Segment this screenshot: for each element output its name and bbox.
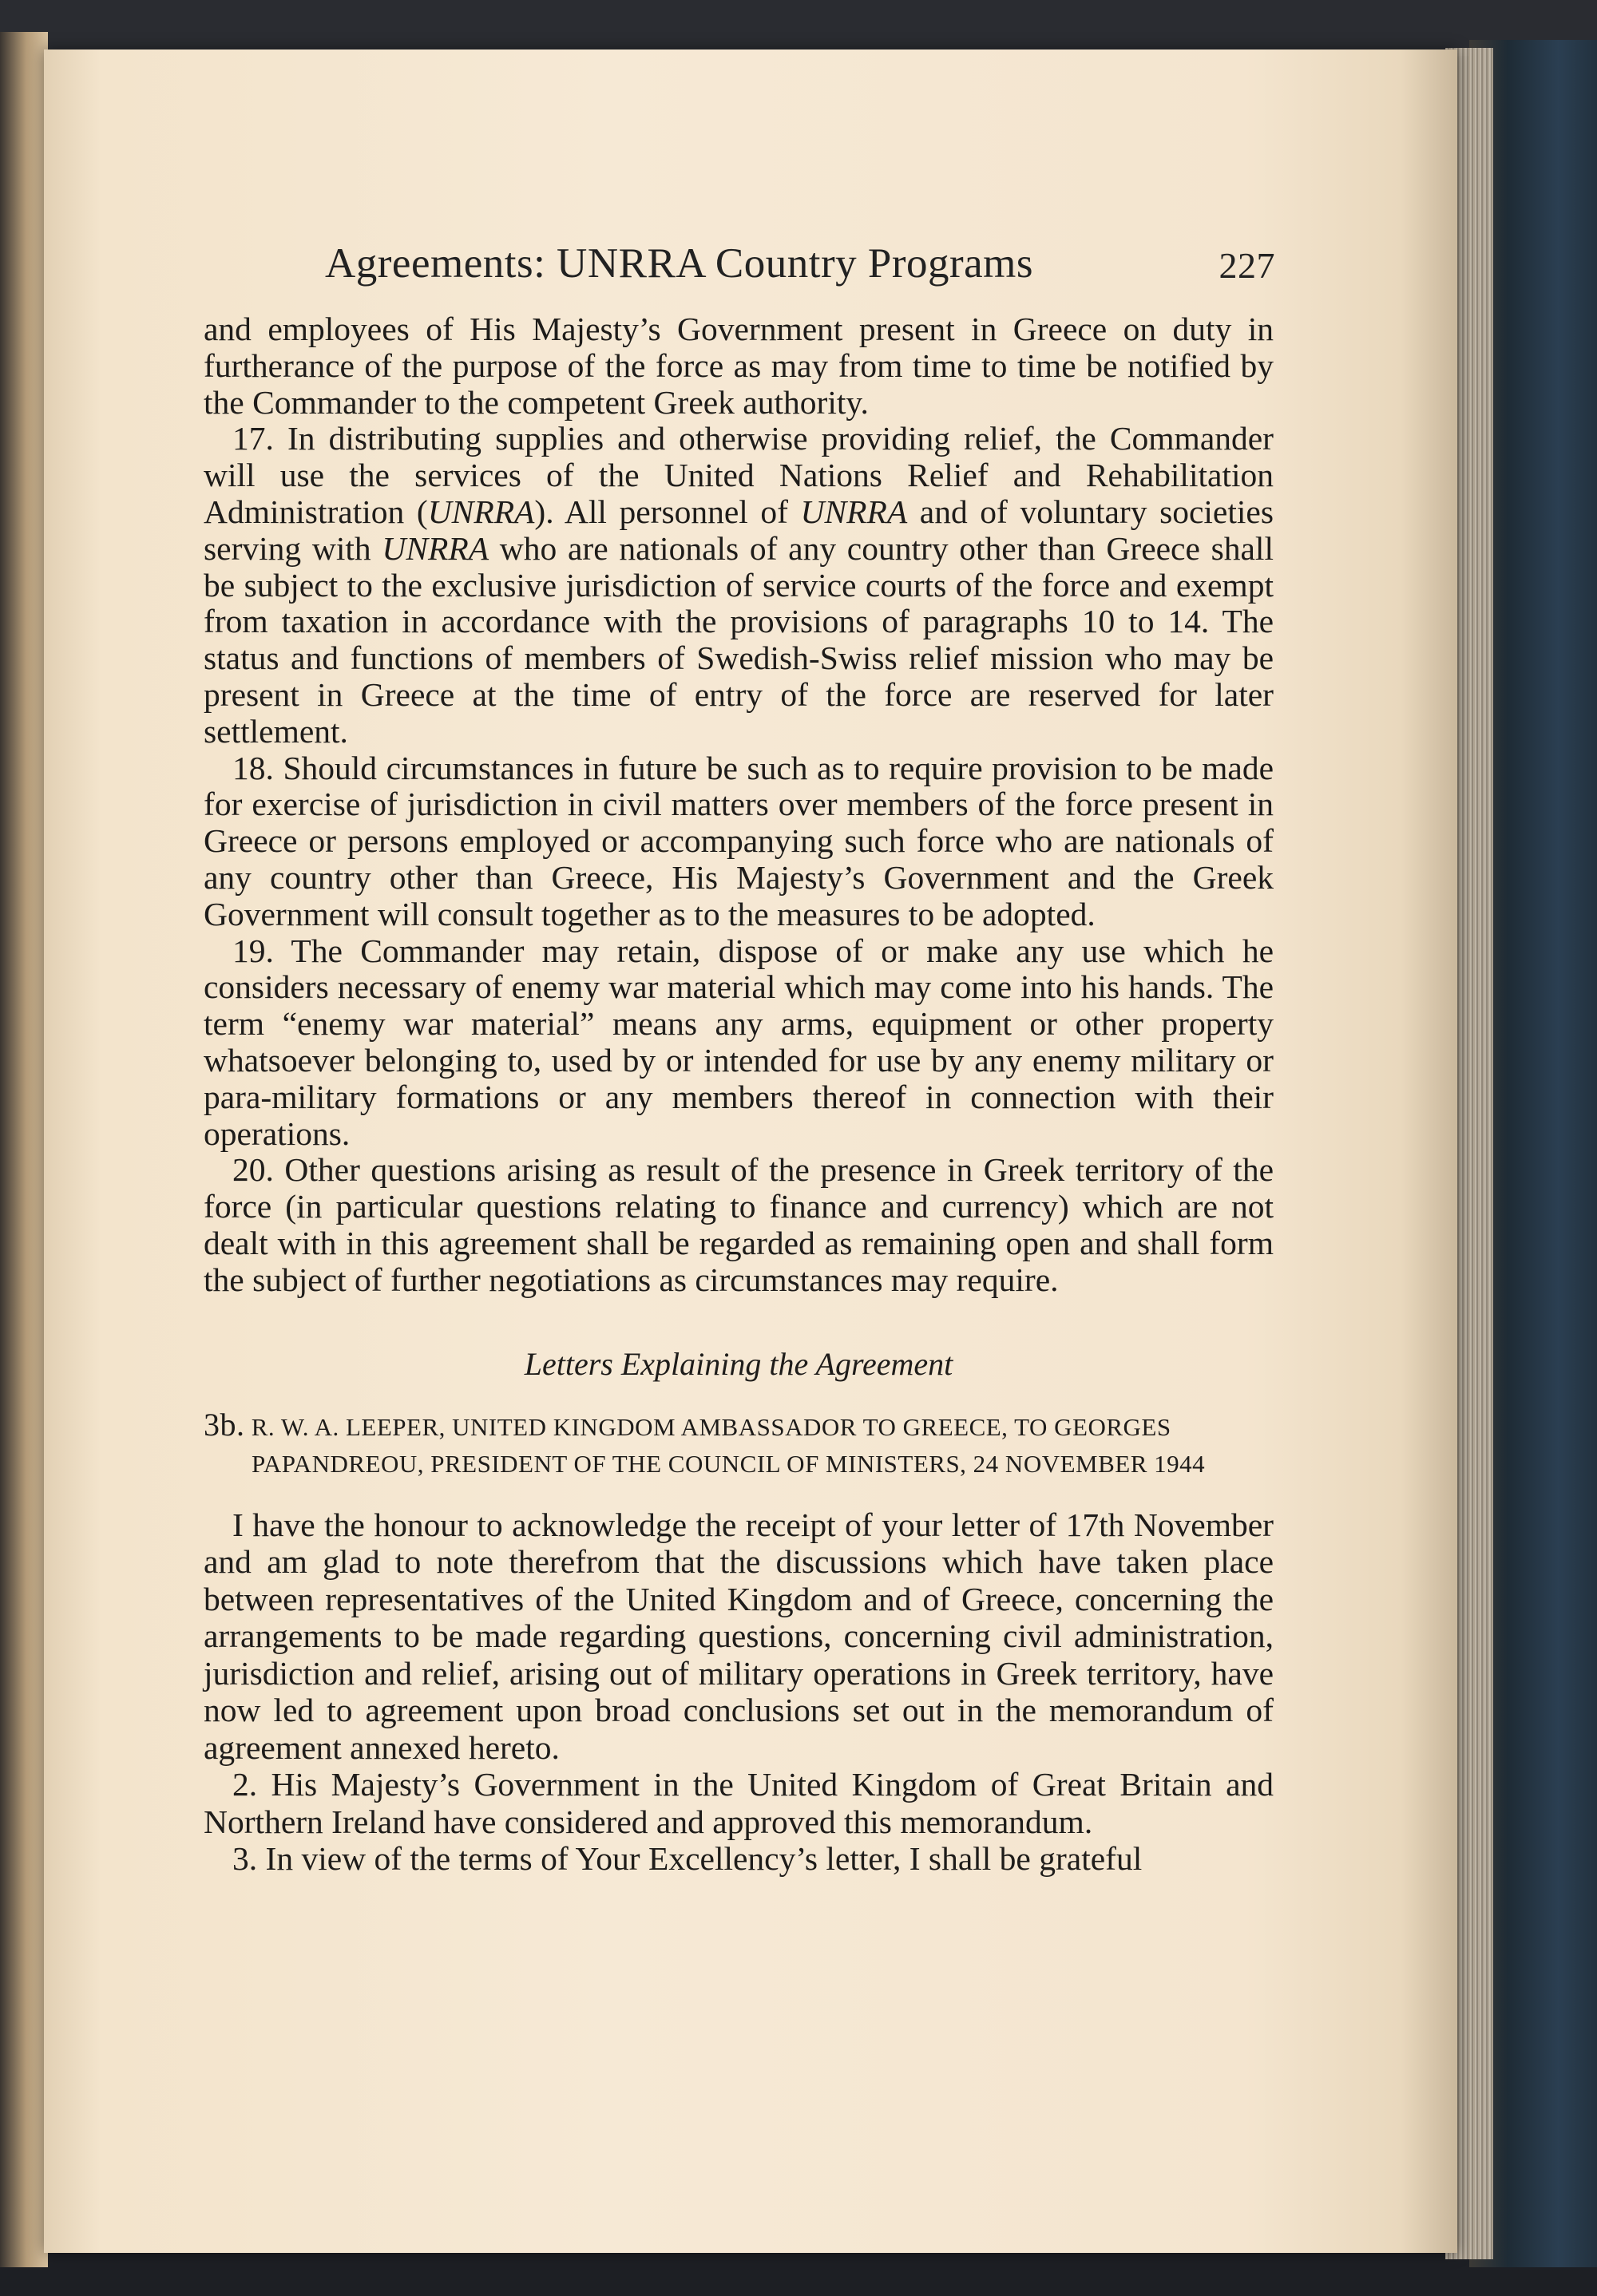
paragraph-17-text-a: 17. In distributing supplies and otherwise providing relief, the Commander will use the services of the United Nations Relief and Rehabilitation Administration (: [204, 420, 1274, 530]
paragraph-18: 18. Should circumstances in future be such as to require provision to be made for exercise of jurisdiction in civil matters over members of the force present in Greece or persons employed or accompanying such force who are nationals of any country other than Greece, His Majesty’s Government and the Greek Government will consult together as to the measures to be adopted.: [204, 749, 1274, 932]
page-content: [204, 239, 1274, 1878]
paragraph-20: 20. Other questions arising as result of the presence in Greek territory of the force (in particular questions relating to finance and currency) which are not dealt with in this agreement shall be regarded as remaining open and shall form the subject of further negotiations as circumstances may require.: [204, 1151, 1274, 1298]
document-heading-line-1: [204, 1407, 1274, 1446]
unrra-italic: UNRRA: [800, 493, 908, 530]
letter-paragraph-1: I have the honour to acknowledge the receipt of your letter of 17th November and am glad to note therefrom that the discussions which have taken place between representatives of the United Kingdom and of Greece, concerning the arrangements to be made regarding questions, concerning civil administration, jurisdiction and relief, arising out of military operations in Greek territory, have now led to agreement upon broad conclusions set out in the memorandum of agreement annexed hereto.: [204, 1506, 1274, 1766]
paragraph-continued: and employees of His Majesty’s Government present in Greece on duty in furtherance of the purpose of the force as may from time to time be notified by the Commander to the competent Greek authority.: [204, 311, 1274, 421]
paragraph-17: [204, 421, 1274, 750]
document-heading-line-2: PAPANDREOU, PRESIDENT OF THE COUNCIL OF MINISTERS, 24 NOVEMBER 1944: [252, 1449, 1206, 1478]
facing-page-edge: [0, 32, 48, 2267]
paragraph-17-text-c: and of voluntary societies serving with: [204, 493, 1274, 567]
body-text: [204, 311, 1274, 1299]
paragraph-17-text-d: who are nationals of any country other than Greece shall be subject to the exclusive jurisdiction of service courts of the force and exempt from taxation in accordance with the provisions of paragraphs 10 to 14. The status and functions of members of Swedish-Swiss relief mission who may be present in Greece at the time of entry of the force are reserved for later settlement.: [204, 529, 1274, 750]
book-page: [44, 49, 1457, 2253]
page-number: 227: [1219, 245, 1275, 286]
running-head: [204, 239, 1274, 295]
document-heading: [204, 1407, 1274, 1483]
unrra-italic: UNRRA: [427, 493, 535, 530]
running-head-title: Agreements: UNRRA Country Programs: [325, 240, 1034, 287]
letter-paragraph-2: 2. His Majesty’s Government in the United Kingdom of Great Britain and Northern Ireland have considered and approved this memorandum.: [204, 1766, 1274, 1840]
unrra-italic: UNRRA: [382, 529, 489, 567]
letter-paragraph-3: 3. In view of the terms of Your Excellency’s letter, I shall be grateful: [232, 1840, 1143, 1878]
document-heading-text-1: R. W. A. LEEPER, UNITED KINGDOM AMBASSADOR TO GREECE, TO GEORGES: [251, 1412, 1171, 1441]
scan-background-top: [0, 0, 1597, 56]
paragraph-19: 19. The Commander may retain, dispose of or make any use which he considers necessary of enemy war material which may come into his hands. The term “enemy war material” means any arms, equipment or other property whatsoever belonging to, used by or intended for use by any enemy military or para-military formations or any members thereof in connection with their operations.: [204, 932, 1274, 1152]
paragraph-17-text-b: ). All personnel of: [534, 493, 801, 530]
document-number: 3b.: [204, 1406, 245, 1443]
section-heading: Letters Explaining the Agreement: [524, 1345, 953, 1382]
letter-text: [204, 1506, 1274, 1878]
